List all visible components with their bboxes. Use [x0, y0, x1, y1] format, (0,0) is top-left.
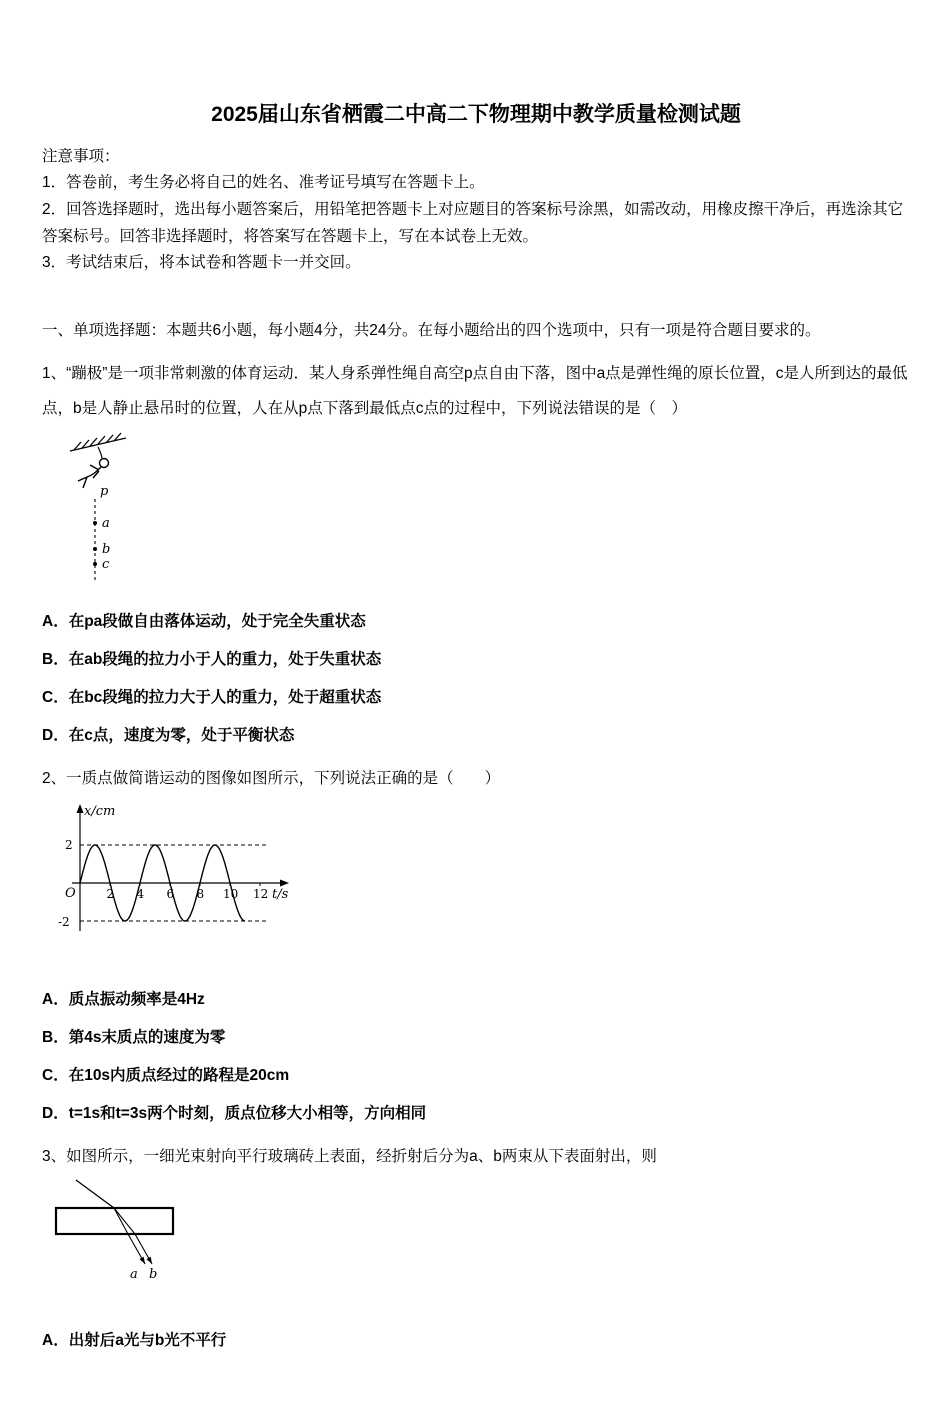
elastic-rope: [98, 447, 102, 458]
t-axis-label: t/s: [272, 886, 289, 902]
y-tick-minus2: -2: [58, 914, 70, 929]
refracted-ray-a-inside: [114, 1208, 128, 1234]
question-2-option-c: C．在10s内质点经过的路程是20cm: [42, 1066, 290, 1084]
question-2-option-b: B．第4s末质点的速度为零: [42, 1028, 226, 1046]
section-one-heading: 一、单项选择题：本题共6小题，每小题4分，共24分。在每小题给出的四个选项中，只有一项是符合题目要求的。: [42, 321, 821, 339]
question-1: [42, 356, 910, 745]
question-3-stem: 3、如图所示，一细光束射向平行玻璃砖上表面，经折射后分为a、b两束从下表面射出，则: [42, 1147, 657, 1165]
x-tick-label: 6: [166, 886, 175, 901]
question-2-option-a: A．质点振动频率是4Hz: [42, 990, 205, 1008]
notice-item-3: 3．考试结束后，将本试卷和答题卡一并交回。: [42, 254, 361, 272]
x-tick-label: 4: [136, 886, 145, 901]
origin-label: O: [65, 885, 76, 901]
point-p-label: p: [100, 484, 109, 500]
shm-displacement-time-graph: [48, 801, 310, 963]
notice-item-2: 2．回答选择题时，选出每小题答案后，用铅笔把答题卡上对应题目的答案标号涂黑，如需改动，用橡皮擦干净后，再选涂其它答案标号。回答非选择题时，将答案写在答题卡上，写在本试卷上无效。: [42, 201, 904, 245]
point-c-dot: [93, 562, 97, 566]
point-a-label: a: [102, 516, 110, 532]
page-title: 2025届山东省栖霞二中高二下物理期中教学质量检测试题: [211, 103, 741, 126]
y-axis-arrow: [77, 804, 84, 813]
question-3-option-a: A．出射后a光与b光不平行: [42, 1332, 227, 1350]
point-c-label: c: [102, 557, 110, 573]
bungee-jump-figure: [48, 431, 168, 593]
question-1-stem: 1、“蹦极”是一项非常刺激的体育运动．某人身系弹性绳自高空p点自由下落，图中a点是弹性绳的原长位置，c是人所到达的最低点，b是人静止悬吊时的位置，人在从p点下落到最低点c点的过程中，下列说法错误的是（ ）: [42, 364, 908, 418]
question-2-stem: 2、一质点做简谐运动的图像如图所示，下列说法正确的是（ ）: [42, 770, 501, 788]
x-tick-label: 12: [253, 886, 269, 901]
question-2-option-d: D．t=1s和t=3s两个时刻，质点位移大小相等，方向相同: [42, 1104, 427, 1122]
x-tick-labels: [107, 883, 269, 901]
x-tick-label: 10: [223, 886, 239, 901]
y-axis-label: x/cm: [84, 803, 116, 819]
incident-ray: [76, 1180, 114, 1208]
point-b-label: b: [102, 542, 111, 558]
x-tick-label: 2: [106, 886, 115, 901]
question-3: [42, 1139, 910, 1351]
exit-ray-b-arrowhead: [146, 1257, 152, 1264]
question-1-option-d: D．在c点，速度为零，处于平衡状态: [42, 727, 295, 745]
ray-b-label: b: [149, 1267, 158, 1283]
t-axis-arrow: [280, 879, 289, 886]
point-a-dot: [93, 521, 97, 525]
notice-heading: 注意事项：: [42, 148, 120, 165]
point-b-dot: [93, 547, 97, 551]
question-1-option-b: B．在ab段绳的拉力小于人的重力，处于失重状态: [42, 651, 382, 669]
exit-ray-a-arrowhead: [139, 1257, 145, 1264]
x-tick-label: 8: [196, 886, 205, 901]
notice-item-1: 1．答卷前，考生务必将自己的姓名、准考证号填写在答题卡上。: [42, 174, 485, 192]
glass-slab-refraction-figure: [48, 1178, 198, 1286]
question-2: [42, 761, 910, 1123]
y-tick-plus2: 2: [65, 837, 73, 852]
notice-section: [42, 144, 910, 277]
question-1-option-a: A．在pa段做自由落体运动，处于完全失重状态: [42, 613, 366, 631]
ray-a-label: a: [130, 1267, 138, 1283]
glass-slab: [56, 1208, 173, 1234]
question-1-option-c: C．在bc段绳的拉力大于人的重力，处于超重状态: [42, 689, 382, 707]
refracted-ray-b-inside: [114, 1208, 135, 1234]
